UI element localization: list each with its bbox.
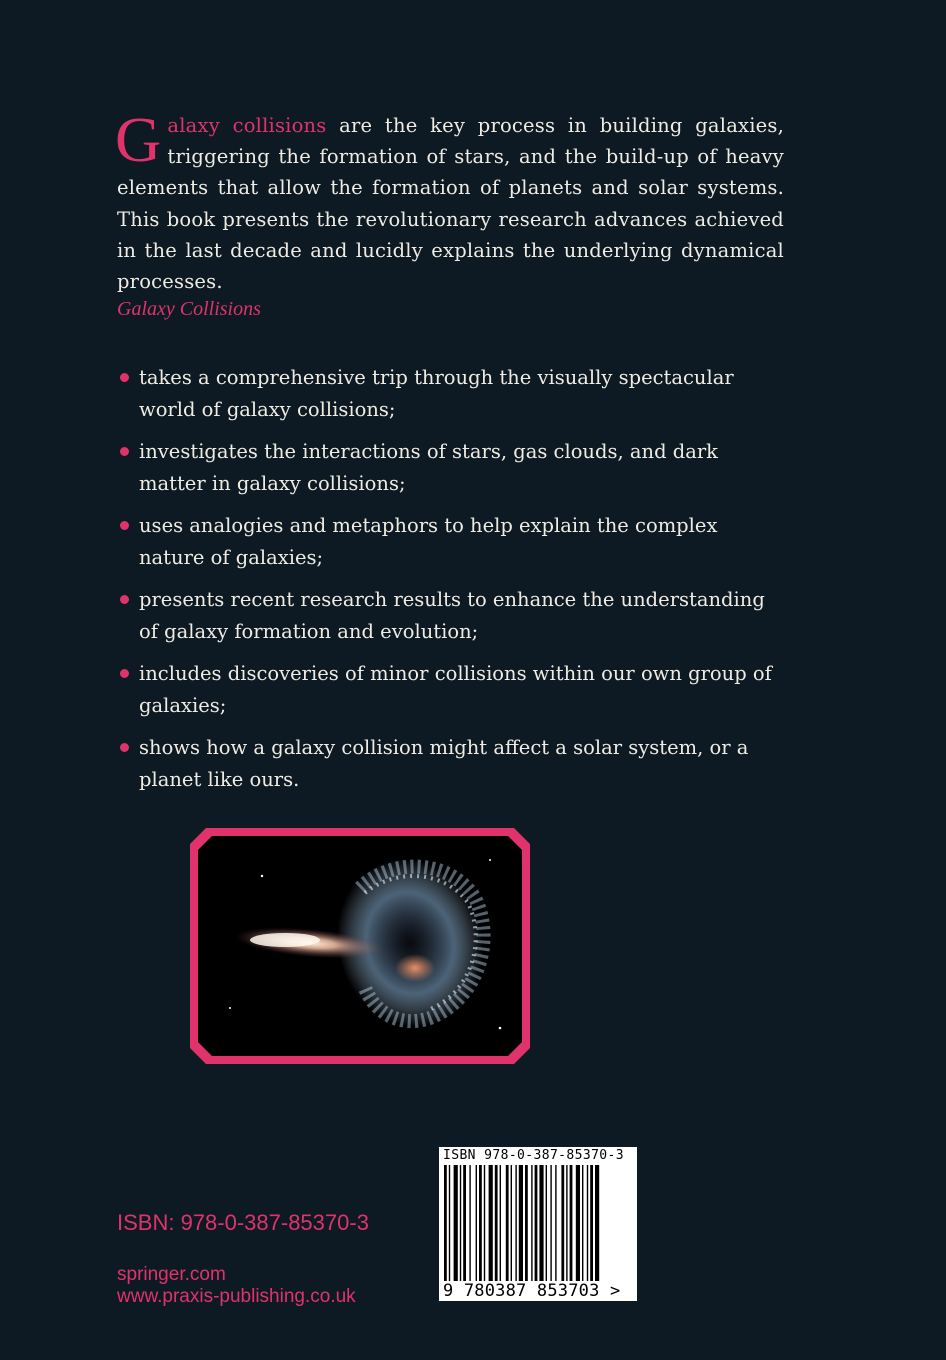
url-springer[interactable]: springer.com (117, 1264, 226, 1285)
bullet-dot-icon (120, 521, 129, 530)
list-item-text: investigates the interactions of stars, gas clouds, and dark matter in galaxy collisions; (139, 440, 718, 495)
bullet-dot-icon (120, 373, 129, 382)
list-item (117, 584, 777, 647)
book-subtitle: Galaxy Collisions (117, 298, 261, 320)
list-item-text: shows how a galaxy collision might affect a solar system, or a planet like ours. (139, 736, 749, 791)
barcode (439, 1147, 637, 1301)
list-item-text: takes a comprehensive trip through the visually spectacular world of galaxy collisions; (139, 366, 734, 421)
barcode-bars-icon (444, 1165, 632, 1281)
intro-highlight: alaxy collisions (167, 114, 327, 137)
list-item (117, 362, 777, 425)
intro-paragraph (115, 104, 784, 297)
bullet-dot-icon (120, 669, 129, 678)
list-item-text: uses analogies and metaphors to help explain the complex nature of galaxies; (139, 514, 718, 569)
list-item (117, 732, 777, 795)
barcode-digits: 9 780387 853703 > (443, 1281, 621, 1301)
url-praxis[interactable]: www.praxis-publishing.co.uk (117, 1286, 356, 1307)
bullet-dot-icon (120, 743, 129, 752)
feature-list (117, 362, 777, 806)
list-item (117, 658, 777, 721)
list-item (117, 510, 777, 573)
intro-text: are the key process in building galaxies, triggering the formation of stars, and the build-up of heavy elements that allow the formation of planets and solar systems. This book presents the revolutionary research advances achieved in the last decade and lucidly explains the underlying dynamical processes. (117, 114, 784, 294)
barcode-isbn: ISBN 978-0-387-85370-3 (443, 1148, 624, 1163)
publisher-urls (117, 1264, 356, 1308)
isbn-label: ISBN: 978-0-387-85370-3 (117, 1210, 369, 1235)
list-item-text: presents recent research results to enhance the understanding of galaxy formation and evolution; (139, 588, 765, 643)
list-item-text: includes discoveries of minor collisions within our own group of galaxies; (139, 662, 772, 717)
list-item (117, 436, 777, 499)
drop-cap: G (115, 104, 162, 175)
bullet-dot-icon (120, 595, 129, 604)
bullet-dot-icon (120, 447, 129, 456)
galaxy-image (190, 828, 530, 1064)
